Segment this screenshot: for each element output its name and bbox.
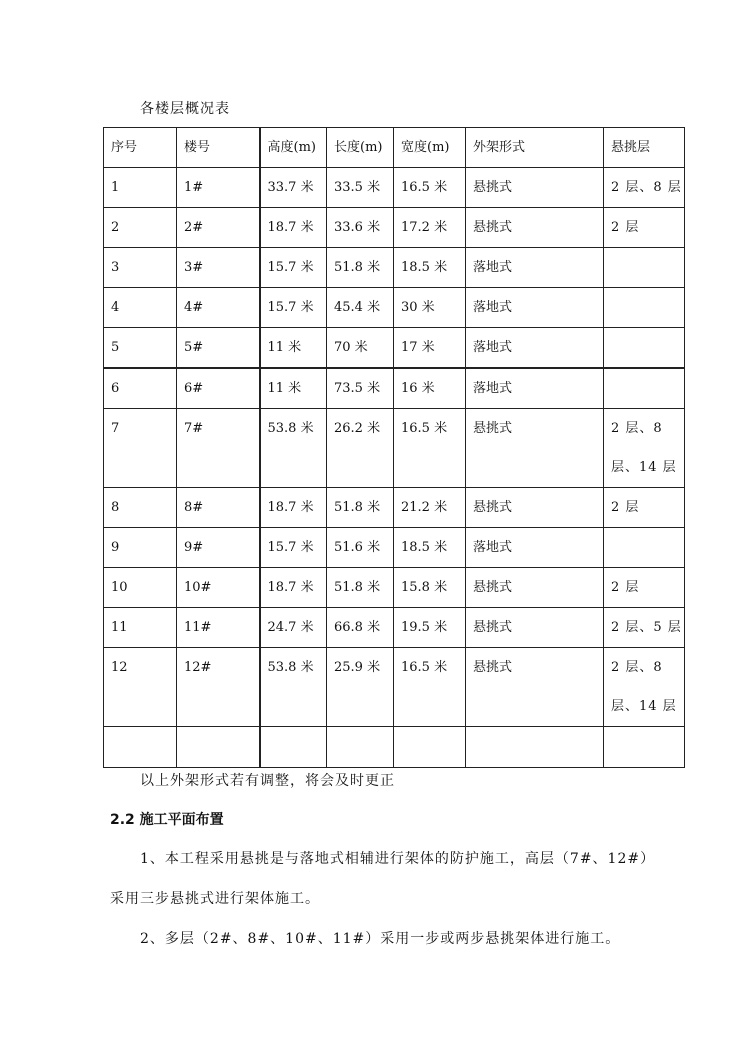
table-row [104, 409, 685, 488]
table-row [104, 648, 685, 727]
table-cell: 悬挑式 [466, 488, 604, 528]
table-cell: 4 [104, 288, 177, 328]
table-cell: 33.5 米 [327, 168, 394, 208]
table-cell: 7 [104, 409, 177, 488]
table-cell: 53.8 米 [260, 648, 327, 727]
table-cell: 落地式 [466, 368, 604, 409]
table-cell: 悬挑式 [466, 409, 604, 488]
table-row [104, 727, 685, 768]
table-cell: 18.5 米 [394, 528, 466, 568]
table-cell: 45.4 米 [327, 288, 394, 328]
table-cell [104, 727, 177, 768]
table-cell: 9 [104, 528, 177, 568]
table-cell: 11 米 [260, 328, 327, 369]
table-row [104, 248, 685, 288]
table-cell: 悬挑式 [466, 608, 604, 648]
table-cell: 33.7 米 [260, 168, 327, 208]
table-cell: 3 [104, 248, 177, 288]
table-cell: 33.6 米 [327, 208, 394, 248]
header-cell-cantilever-floors: 悬挑层 [604, 128, 685, 168]
table-cell: 悬挑式 [466, 208, 604, 248]
table-cell [604, 248, 685, 288]
table-cell: 2 层、8 层、14 层 [604, 648, 685, 727]
table-cell: 26.2 米 [327, 409, 394, 488]
table-cell: 11# [177, 608, 260, 648]
header-cell-building: 楼号 [177, 128, 260, 168]
table-cell: 15.7 米 [260, 288, 327, 328]
table-cell [327, 727, 394, 768]
table-row [104, 528, 685, 568]
section-heading: 2.2 施工平面布置 [110, 812, 224, 828]
table-cell: 18.7 米 [260, 208, 327, 248]
table-cell: 悬挑式 [466, 168, 604, 208]
table-row [104, 288, 685, 328]
table-cell: 15.7 米 [260, 248, 327, 288]
table-cell: 73.5 米 [327, 368, 394, 409]
table-cell: 8 [104, 488, 177, 528]
table-cell: 16.5 米 [394, 409, 466, 488]
table-cell: 2 层、5 层 [604, 608, 685, 648]
table-cell: 30 米 [394, 288, 466, 328]
header-cell-length: 长度(m) [327, 128, 394, 168]
table-cell: 2 层 [604, 488, 685, 528]
table-cell: 1# [177, 168, 260, 208]
table-cell: 12 [104, 648, 177, 727]
table-cell: 5 [104, 328, 177, 369]
table-cell [177, 727, 260, 768]
table-cell: 4# [177, 288, 260, 328]
table-cell [604, 368, 685, 409]
table-cell: 24.7 米 [260, 608, 327, 648]
table-cell: 悬挑式 [466, 648, 604, 727]
table-cell: 6 [104, 368, 177, 409]
paragraph-1-line-1: 1、本工程采用悬挑是与落地式相辅进行架体的防护施工，高层（7#、12#） [140, 851, 656, 867]
table-cell: 21.2 米 [394, 488, 466, 528]
building-overview-table [103, 127, 685, 768]
table-cell: 2 层、8 层、14 层 [604, 409, 685, 488]
table-cell [394, 727, 466, 768]
table-cell [260, 727, 327, 768]
table-cell: 51.6 米 [327, 528, 394, 568]
table-body [104, 128, 685, 768]
table-cell: 落地式 [466, 288, 604, 328]
header-cell-index: 序号 [104, 128, 177, 168]
table-cell: 8# [177, 488, 260, 528]
table-cell: 66.8 米 [327, 608, 394, 648]
table-cell: 15.8 米 [394, 568, 466, 608]
table-row [104, 368, 685, 409]
table-header-row [104, 128, 685, 168]
table-cell: 15.7 米 [260, 528, 327, 568]
table-cell: 53.8 米 [260, 409, 327, 488]
table-cell: 落地式 [466, 328, 604, 369]
table-cell: 6# [177, 368, 260, 409]
header-cell-height: 高度(m) [260, 128, 327, 168]
table-cell: 51.8 米 [327, 488, 394, 528]
table-cell: 51.8 米 [327, 568, 394, 608]
table-cell: 11 [104, 608, 177, 648]
table-cell: 16 米 [394, 368, 466, 409]
table-cell: 70 米 [327, 328, 394, 369]
table-cell: 2 层 [604, 568, 685, 608]
table-cell: 落地式 [466, 528, 604, 568]
table-cell: 51.8 米 [327, 248, 394, 288]
table-cell: 3# [177, 248, 260, 288]
table-cell: 悬挑式 [466, 568, 604, 608]
table-cell: 16.5 米 [394, 168, 466, 208]
table-cell [466, 727, 604, 768]
header-cell-width: 宽度(m) [394, 128, 466, 168]
table-row [104, 608, 685, 648]
paragraph-1-line-2: 采用三步悬挑式进行架体施工。 [110, 891, 320, 907]
table-cell: 18.7 米 [260, 488, 327, 528]
paragraph-2: 2、多层（2#、8#、10#、11#）采用一步或两步悬挑架体进行施工。 [140, 931, 621, 947]
table-cell: 9# [177, 528, 260, 568]
table-cell: 18.5 米 [394, 248, 466, 288]
table-cell: 12# [177, 648, 260, 727]
table-cell: 16.5 米 [394, 648, 466, 727]
table-cell [604, 528, 685, 568]
table-cell: 25.9 米 [327, 648, 394, 727]
table-cell: 19.5 米 [394, 608, 466, 648]
header-cell-scaffold-type: 外架形式 [466, 128, 604, 168]
table-row [104, 568, 685, 608]
table-cell: 10 [104, 568, 177, 608]
table-cell: 18.7 米 [260, 568, 327, 608]
table-cell: 2 层 [604, 208, 685, 248]
table-cell: 落地式 [466, 248, 604, 288]
adjustment-note: 以上外架形式若有调整，将会及时更正 [140, 773, 395, 789]
table-cell: 17 米 [394, 328, 466, 369]
table-cell: 7# [177, 409, 260, 488]
table-cell [604, 727, 685, 768]
table-cell: 5# [177, 328, 260, 369]
table-cell: 1 [104, 168, 177, 208]
table-cell: 17.2 米 [394, 208, 466, 248]
table-cell: 2 [104, 208, 177, 248]
table-cell: 11 米 [260, 368, 327, 409]
table-cell [604, 328, 685, 369]
table-cell: 2 层、8 层 [604, 168, 685, 208]
table-row [104, 208, 685, 248]
table-caption: 各楼层概况表 [140, 101, 230, 117]
table-row [104, 168, 685, 208]
table-cell: 2# [177, 208, 260, 248]
table-cell [604, 288, 685, 328]
table-cell: 10# [177, 568, 260, 608]
table-row [104, 328, 685, 369]
table-row [104, 488, 685, 528]
